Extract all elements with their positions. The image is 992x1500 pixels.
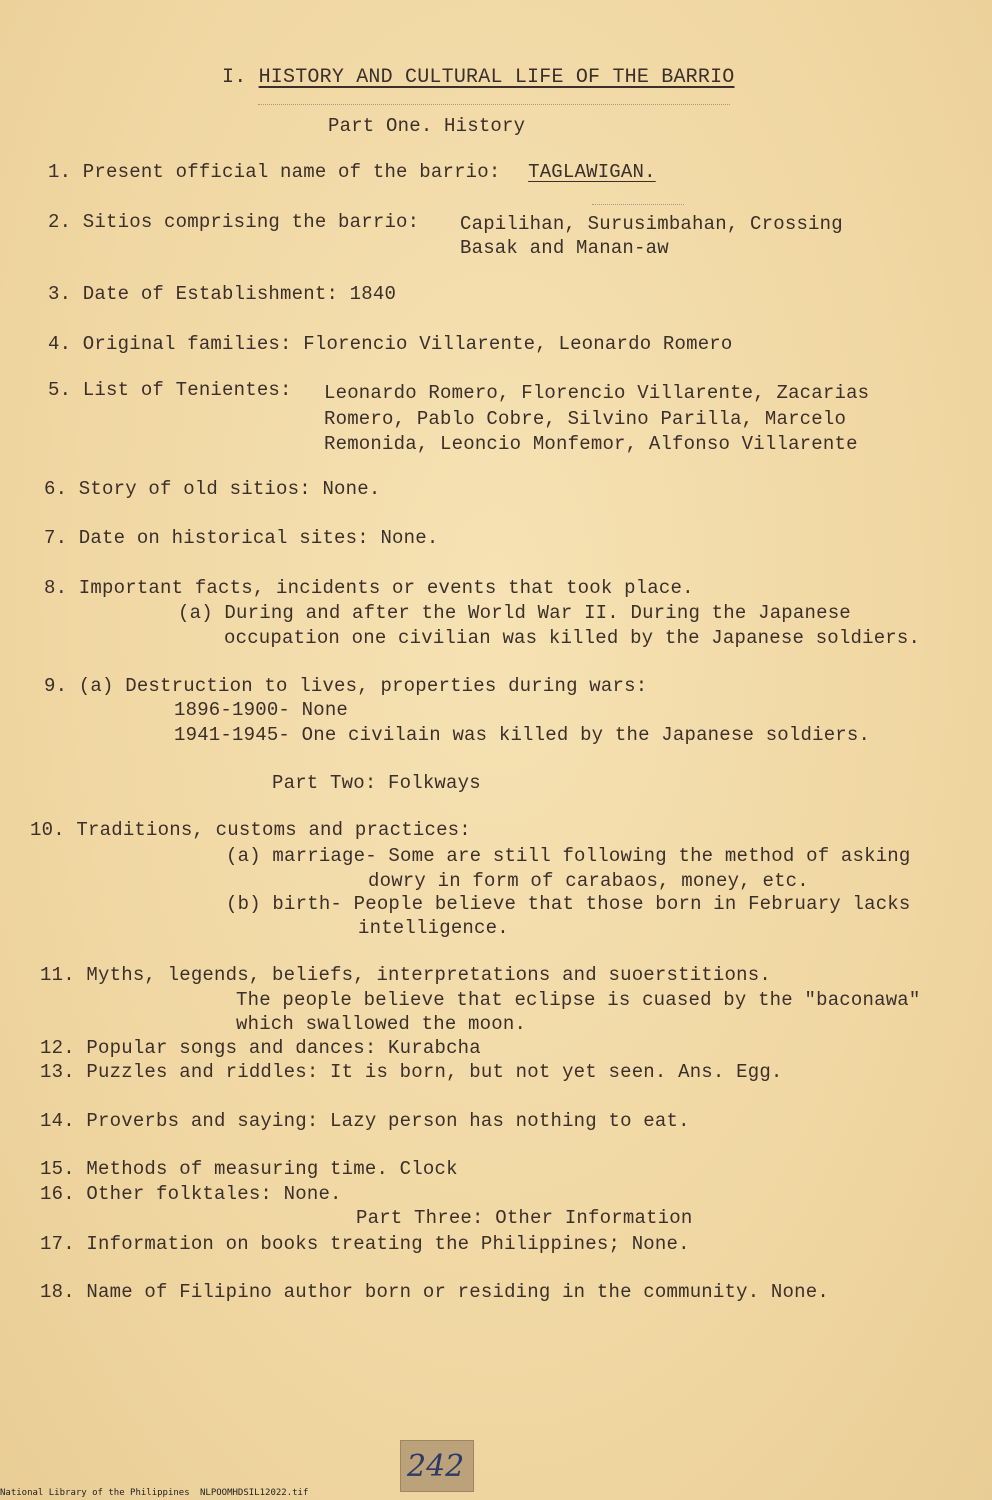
item-5-line-2: Romero, Pablo Cobre, Silvino Parilla, Marcelo [324,408,847,430]
item-8-line-2: occupation one civilian was killed by the Japanese soldiers. [224,627,921,649]
item-3: 3. Date of Establishment: 1840 [48,283,397,305]
item-2-label: 2. Sitios comprising the barrio: [48,211,420,233]
item-2-line-1: Capilihan, Surusimbahan, Crossing [460,213,843,235]
item-9-line-2: 1941-1945- One civilain was killed by the Japanese soldiers. [174,724,871,746]
item-14: 14. Proverbs and saying: Lazy person has nothing to eat. [40,1110,690,1132]
part-one-heading: Part One. History [328,115,526,137]
item-4: 4. Original families: Florencio Villarente, Leonardo Romero [48,333,733,355]
item-10-b-line-2: intelligence. [358,917,509,939]
footer-filename: NLPOOMHDSIL12022.tif [200,1488,309,1498]
item-13: 13. Puzzles and riddles: It is born, but not yet seen. Ans. Egg. [40,1061,783,1083]
item-16: 16. Other folktales: None. [40,1183,342,1205]
item-11-line-1: The people believe that eclipse is cuased by the "baconawa" [236,989,921,1011]
item-9: 9. (a) Destruction to lives, properties during wars: [44,675,648,697]
item-9-line-1: 1896-1900- None [174,699,349,721]
item-10-b-line-1: (b) birth- People believe that those born in February lacks [226,893,911,915]
dotted-rule [592,204,684,205]
page-number: 242 [407,1449,465,1484]
item-15: 15. Methods of measuring time. Clock [40,1158,458,1180]
section-heading [222,66,735,90]
item-11-line-2: which swallowed the moon. [236,1013,527,1035]
item-8-line-1: (a) During and after the World War II. During the Japanese [178,602,851,624]
item-8: 8. Important facts, incidents or events that took place. [44,577,694,599]
item-10-a-line-1: (a) marriage- Some are still following the method of asking [226,845,911,867]
item-10: 10. Traditions, customs and practices: [30,819,471,841]
barrio-name: TAGLAWIGAN. [528,161,656,183]
footer-library: National Library of the Philippines [0,1488,190,1498]
item-2-line-2: Basak and Manan-aw [460,237,669,259]
item-7: 7. Date on historical sites: None. [44,527,439,549]
dotted-rule [258,104,730,105]
item-18: 18. Name of Filipino author born or residing in the community. None. [40,1281,829,1303]
section-number: I. [222,66,247,89]
part-three-heading: Part Three: Other Information [356,1207,693,1229]
section-title: HISTORY AND CULTURAL LIFE OF THE BARRIO [258,66,735,89]
item-1 [48,160,656,184]
item-17: 17. Information on books treating the Philippines; None. [40,1233,690,1255]
page-number-stamp [400,1440,474,1492]
item-10-a-line-2: dowry in form of carabaos, money, etc. [368,870,809,892]
item-5-line-1: Leonardo Romero, Florencio Villarente, Zacarias [324,382,870,404]
item-1-label: 1. Present official name of the barrio: [48,161,501,183]
part-two-heading: Part Two: Folkways [272,772,481,794]
item-5-label: 5. List of Tenientes: [48,379,292,401]
item-5-line-3: Remonida, Leoncio Monfemor, Alfonso Villarente [324,433,858,455]
item-6: 6. Story of old sitios: None. [44,478,381,500]
item-12: 12. Popular songs and dances: Kurabcha [40,1037,481,1059]
item-11: 11. Myths, legends, beliefs, interpretations and suoerstitions. [40,964,771,986]
